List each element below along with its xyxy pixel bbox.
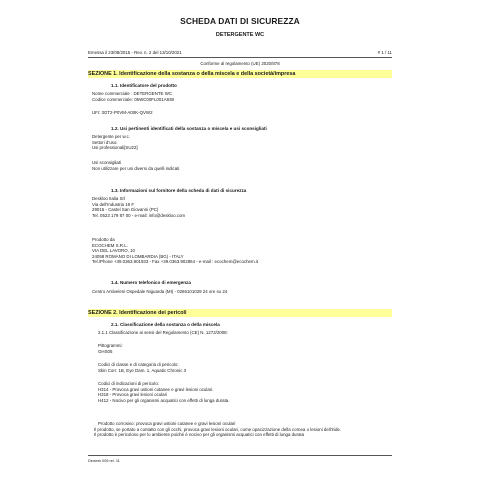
pictogram-line: Pittogrammi:	[98, 343, 123, 348]
ufi-code: UFI: 3GT2-P0VM-A00K-QVW2	[92, 110, 153, 115]
section-2-heading: SEZIONE 2. Identificazione dei pericoli	[88, 309, 392, 317]
supplier-line: Tel. 0523 179 87 00 - e-mail: info@deskloo.com	[92, 212, 186, 218]
subsection-1-1-heading: 1.1. Identificatore del prodotto	[111, 83, 177, 88]
hazard-note-line: Il prodotto, se portato a contatto con gli occhi, provoca gravi lesioni oculari, come opacizzazione della cornea o lesioni dell'iride.	[94, 426, 342, 432]
use-line: Detergente per w.c.	[92, 134, 131, 139]
footer-text: Deowrn 005 rel. 11	[88, 459, 120, 463]
page-number: # 1 / 11	[377, 50, 392, 55]
identified-uses	[92, 134, 138, 151]
document-title: SCHEDA DATI DI SICUREZZA	[180, 16, 300, 26]
hazard-note-line: Prodotto corrosivo: provoca gravi ustioni cutanee e gravi lesioni oculari	[98, 421, 236, 426]
subsection-1-2-heading: 1.2. Usi pertinenti identificati della sostanza o miscela e usi sconsigliati	[111, 126, 267, 131]
supplier-line: Via dell'Industria 19 F	[92, 201, 135, 207]
producer-line: ECOCHEM S.R.L.	[92, 242, 128, 248]
producer-line: 24058 ROMANO DI LOMBARDIA (BG) - ITALY	[92, 253, 184, 259]
pictogram-line: GHS05	[98, 348, 113, 354]
emergency-number: Centro Antiveleni Ospedale Niguarda (MI) - 0266101029 24 ore su 24	[92, 289, 228, 294]
supplier-details	[92, 196, 185, 218]
hazard-statement-line: H318 - Provoca gravi lesioni oculari	[98, 392, 168, 398]
supplier-line: 29015 - Castel San Giovanni (PC)	[92, 207, 159, 213]
use-line: Non utilizzare per usi diversi da quelli indicati	[92, 165, 180, 171]
hazard-class-line: Skin Corr. 1B, Eye Dam. 1, Aquatic Chronic 3	[98, 367, 187, 373]
producer-line: Tel./Phone +39.0363.901933 - Fax +39.0363.902864 - e-mail : ecochem@ecochem.it	[92, 259, 259, 265]
product-identifier	[92, 91, 174, 102]
classification-intro: 2.1.1 Classificazione ai sensi del Regolamento (CE) N. 1272/2008:	[98, 330, 228, 335]
hazard-statement-line: H412 - Nocivo per gli organismi acquatici con effetti di lunga durata.	[98, 397, 230, 403]
hazard-statements	[98, 381, 229, 403]
section-1-heading: SEZIONE 1. Identificazione della sostanza o della miscela e della società/impresa	[88, 70, 392, 78]
pictograms	[98, 343, 123, 354]
revision-row	[88, 50, 392, 55]
subsection-1-3-heading: 1.3. Informazioni sul fornitore della scheda di dati di sicurezza	[111, 188, 247, 193]
header-divider	[88, 57, 392, 58]
hazard-class-line: Codici di classe e di categoria di pericolo:	[98, 362, 179, 367]
use-line: Usi professionali[SU22]	[92, 145, 138, 151]
subsection-2-1-heading: 2.1. Classificazione della sostanza o della miscela	[111, 322, 220, 327]
use-line: Usi sconsigliati	[92, 160, 122, 165]
hazard-classes	[98, 362, 186, 373]
conformity-note: Conforme al regolamento (UE) 2020/878	[200, 61, 280, 66]
hazard-notes	[94, 421, 342, 438]
hazard-statement-line: Codici di indicazioni di pericolo:	[98, 381, 160, 386]
use-line: Settori d'uso:	[92, 139, 118, 145]
subsection-1-4-heading: 1.4. Numero telefonico di emergenza	[111, 280, 191, 285]
issue-info: Emessa il 23/08/2015 - Rev. n. 2 del 13/10/2021	[88, 50, 182, 55]
producer-line: Prodotto da	[92, 237, 115, 242]
footer-divider	[88, 455, 392, 456]
producer-line: VIA DEL LAVORO, 10	[92, 248, 135, 254]
supplier-line: Deskloo Italia Srl	[92, 196, 125, 201]
product-title: DETERGENTE WC	[215, 32, 265, 38]
hazard-note-line: Il prodotto è pericoloso per lo ambiente poiché è nocivo per gli organismi acquatici con effetti di lunga durata	[94, 432, 305, 438]
hazard-statement-line: H314 - Provoca gravi ustioni cutanee e gravi lesioni oculari.	[98, 386, 214, 392]
uses-advised-against	[92, 160, 179, 171]
trade-name: Nome commerciale : DETERGENTE WC	[92, 91, 173, 96]
trade-code: Codice commerciale: 05WC00FL001A938	[92, 96, 174, 102]
producer-details	[92, 237, 258, 265]
